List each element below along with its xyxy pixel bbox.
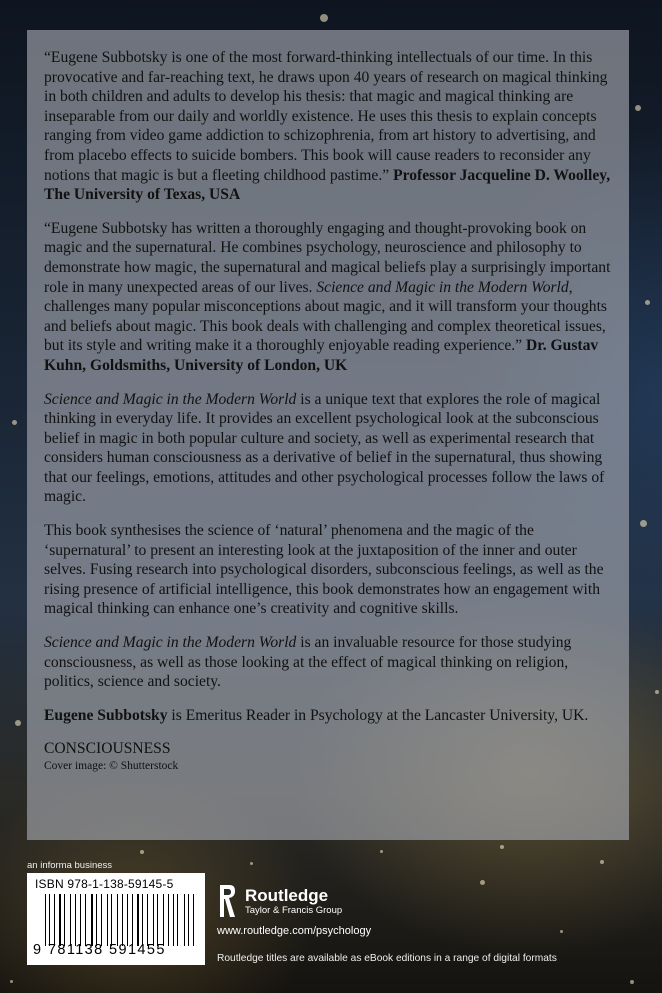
description-1-text: is a unique text that explores the role of magical thinking in everyday life. It provides an excellent psychological look at the subconscious belief in magic in both popular culture and society, as well as experimental research that considers human consciousness as a derivative of belief in the supernatural, thus showing that our feelings, emotions, attitudes and other psychological processes follow the laws of magic. [44, 390, 605, 506]
barcode-bar [108, 894, 109, 946]
barcode-bar [117, 894, 118, 946]
barcode-bar [161, 894, 162, 946]
book-title-italic: Science and Magic in the Modern World [316, 278, 569, 296]
barcode-bar [59, 894, 61, 946]
barcode [45, 894, 199, 946]
barcode-bar [64, 894, 65, 946]
blurb-kuhn-text-cont: , challenges many popular misconceptions about magic, and it will transform your thoughts and beliefs about magic. This book deals with challenging and complex theoretical issues, but its style and writing make it a thoroughly enjoyable reading experience.” [44, 278, 607, 355]
barcode-bar [177, 894, 178, 946]
barcode-bar [168, 894, 169, 946]
description-2-text: This book synthesises the science of ‘natural’ phenomena and the magic of the ‘supernatural’ to present an interesting look at the juxtaposition of the inner and outer selves. Fusing research into psychological disorders, subconscious feelings, as well as the rising presence of artificial intelligence, this book demonstrates how an engagement with magical thinking can enhance one’s creativity and cognitive skills. [44, 522, 604, 618]
barcode-bar [170, 894, 171, 946]
book-title-italic: Science and Magic in the Modern World [44, 634, 297, 652]
author-bio [44, 706, 613, 726]
glitter-dot [640, 520, 647, 527]
barcode-bar [114, 894, 116, 946]
publisher-group: Taylor & Francis Group [245, 904, 343, 916]
blurb-woolley [44, 48, 613, 205]
back-cover-text-panel [27, 30, 629, 840]
barcode-bar [54, 894, 55, 946]
barcode-bar [52, 894, 53, 946]
barcode-bar [46, 894, 47, 946]
barcode-bar [149, 894, 150, 946]
barcode-bar [91, 894, 93, 946]
publisher-block [217, 883, 342, 919]
author-bio-text: is Emeritus Reader in Psychology at the Lancaster University, UK. [167, 706, 589, 724]
blurb-kuhn-text: “Eugene Subbotsky has written a thoroughly engaging and thought-provoking book on magic and the supernatural. He combines psychology, neuroscience and philosophy to demonstrate how magic, the supernatural and magical beliefs play a surprisingly important role in many unexpected areas of our lives. [44, 219, 611, 296]
barcode-bar [134, 894, 135, 946]
barcode-bar [122, 894, 123, 946]
barcode-bar [104, 894, 105, 946]
barcode-bar [124, 894, 125, 946]
barcode-bar [147, 894, 148, 946]
author-name: Eugene Subbotsky [44, 706, 168, 724]
blurb-kuhn-author: Dr. Gustav Kuhn, Goldsmiths, University of London, UK [44, 337, 599, 374]
barcode-bar [154, 894, 155, 946]
barcode-bar [49, 894, 50, 946]
barcode-bar [188, 894, 189, 946]
publisher-name: Routledge [245, 885, 329, 905]
glitter-dot [560, 930, 563, 933]
barcode-bar [70, 894, 71, 946]
barcode-bar [186, 894, 187, 946]
ebook-note: Routledge titles are available as eBook editions in a range of digital formats [217, 953, 557, 964]
barcode-bar [96, 894, 97, 946]
glitter-dot [480, 880, 485, 885]
barcode-bar [142, 894, 143, 946]
description-3-text: is an invaluable resource for those studying consciousness, as well as those looking at the effect of magical thinking on religion, politics, science and society. [44, 634, 572, 691]
description-2 [44, 521, 613, 619]
informa-tagline: an informa business [27, 860, 113, 871]
barcode-bar [180, 894, 182, 946]
routledge-logo-icon [217, 883, 237, 919]
barcode-bar [165, 894, 166, 946]
description-1 [44, 390, 613, 508]
blurb-kuhn [44, 219, 613, 376]
barcode-bar [163, 894, 164, 946]
barcode-bar [173, 894, 174, 946]
barcode-bar [132, 894, 133, 946]
glitter-dot [140, 850, 144, 854]
barcode-bar [196, 894, 197, 946]
barcode-number: 9 781138 591455 [33, 942, 166, 958]
glitter-dot [10, 980, 13, 983]
glitter-dot [655, 690, 659, 694]
barcode-bar [101, 894, 102, 946]
blurb-woolley-text: “Eugene Subbotsky is one of the most forward-thinking intellectuals of our time. In this provocative and far-reaching text, he draws upon 40 years of research on magical thinking in both children and adults to develop his thesis: that magic and magical thinking are inseparable from our daily and worldly existence. He uses this thesis to explain concepts ranging from video game addiction to schizophrenia, from art history to advertising, and from placebo effects to suicide bombers. This book will cause readers to reconsider any notions that magic is but a fleeting childhood pastime.” [44, 49, 608, 184]
barcode-bar [72, 894, 73, 946]
barcode-bar [193, 894, 194, 946]
barcode-bar [80, 894, 81, 946]
barcode-bar [127, 894, 128, 946]
barcode-bar [137, 894, 139, 946]
glitter-dot [600, 860, 604, 864]
blurb-woolley-author: Professor Jacqueline D. Woolley, The University of Texas, USA [44, 166, 611, 204]
glitter-dot [380, 850, 383, 853]
publisher-url[interactable]: www.routledge.com/psychology [217, 925, 372, 937]
description-3 [44, 633, 613, 692]
barcode-bar [119, 894, 120, 946]
barcode-block [27, 873, 205, 965]
barcode-bar [56, 894, 57, 946]
book-title-italic: Science and Magic in the Modern World [44, 390, 297, 408]
barcode-bar [88, 894, 89, 946]
glitter-dot [635, 105, 641, 111]
glitter-dot [320, 14, 328, 22]
barcode-bar [94, 894, 95, 946]
glitter-dot [15, 720, 21, 726]
barcode-bar [68, 894, 69, 946]
glitter-dot [250, 862, 253, 865]
glitter-dot [630, 980, 634, 984]
barcode-bar [139, 894, 140, 946]
isbn-label: ISBN 978-1-138-59145-5 [35, 877, 174, 891]
cover-image-credit: Cover image: © Shutterstock [44, 760, 179, 773]
barcode-bar [157, 894, 159, 946]
glitter-dot [645, 300, 650, 305]
barcode-bar [111, 894, 112, 946]
subject-category: CONSCIOUSNESS [44, 740, 171, 758]
glitter-dot [500, 845, 504, 849]
glitter-dot [12, 420, 17, 425]
barcode-bar [77, 894, 79, 946]
barcode-bar [62, 894, 63, 946]
barcode-bar [85, 894, 86, 946]
